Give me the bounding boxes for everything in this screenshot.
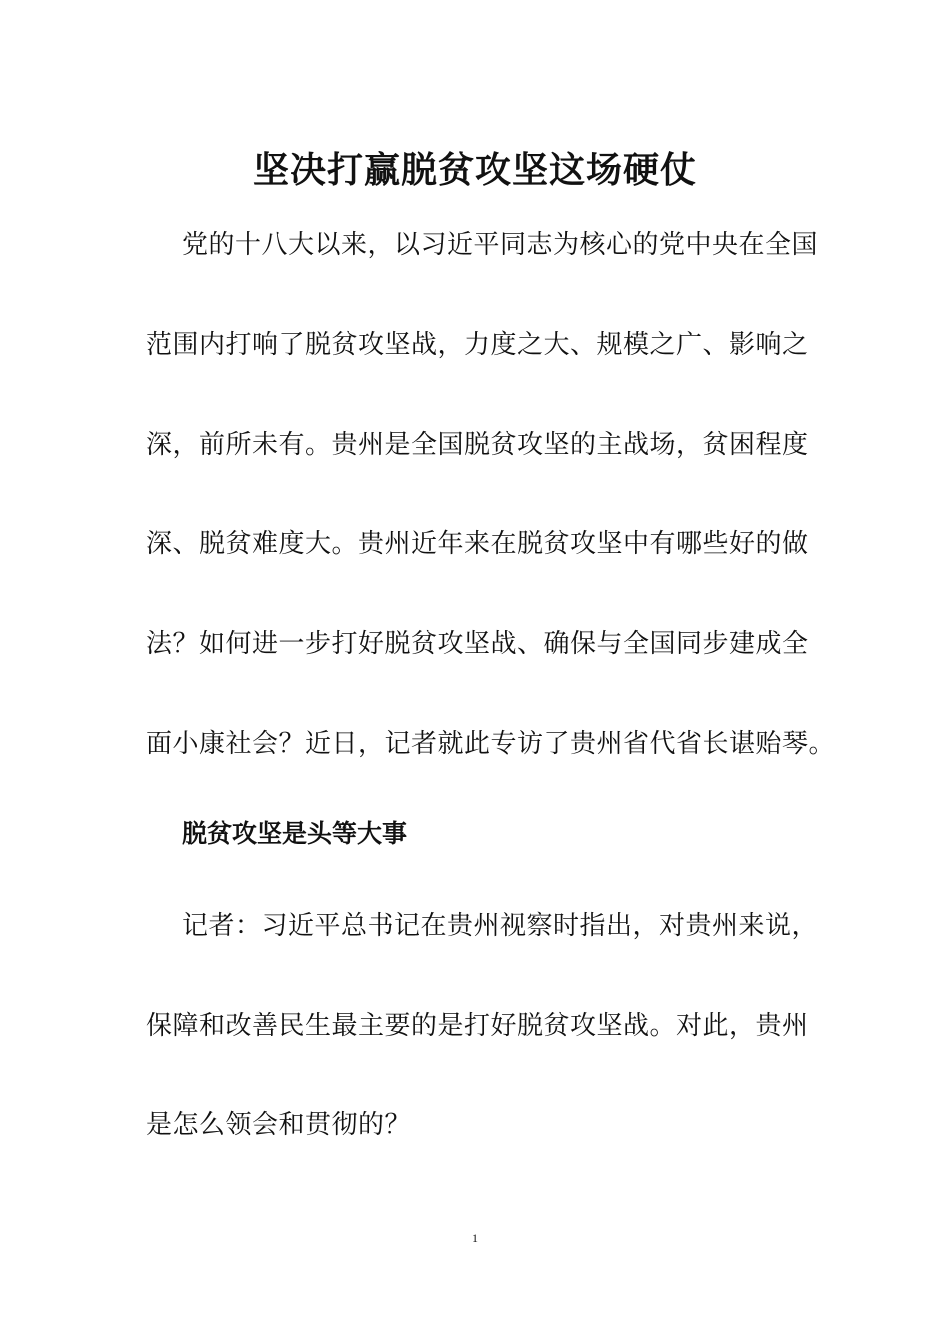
paragraph-line: 记者：习近平总书记在贵州视察时指出，对贵州来说，: [182, 911, 819, 941]
paragraph-line: 深，前所未有。贵州是全国脱贫攻坚的主战场，贫困程度: [146, 430, 809, 460]
paragraph-line: 是怎么领会和贯彻的？: [146, 1110, 412, 1140]
paragraph-line: 党的十八大以来，以习近平同志为核心的党中央在全国: [182, 230, 819, 260]
paragraph-line: 法？如何进一步打好脱贫攻坚战、确保与全国同步建成全: [146, 629, 809, 659]
paragraph-line: 深、脱贫难度大。贵州近年来在脱贫攻坚中有哪些好的做: [146, 529, 809, 559]
paragraph-line: 面小康社会？近日，记者就此专访了贵州省代省长谌贻琴。: [146, 729, 836, 759]
section-heading: 脱贫攻坚是头等大事: [182, 819, 408, 848]
page-number: 1: [472, 1231, 478, 1245]
paragraph-line: 保障和改善民生最主要的是打好脱贫攻坚战。对此，贵州: [146, 1011, 809, 1041]
paragraph-line: 范围内打响了脱贫攻坚战，力度之大、规模之广、影响之: [146, 330, 809, 360]
document-title: 坚决打赢脱贫攻坚这场硬仗: [252, 149, 697, 191]
